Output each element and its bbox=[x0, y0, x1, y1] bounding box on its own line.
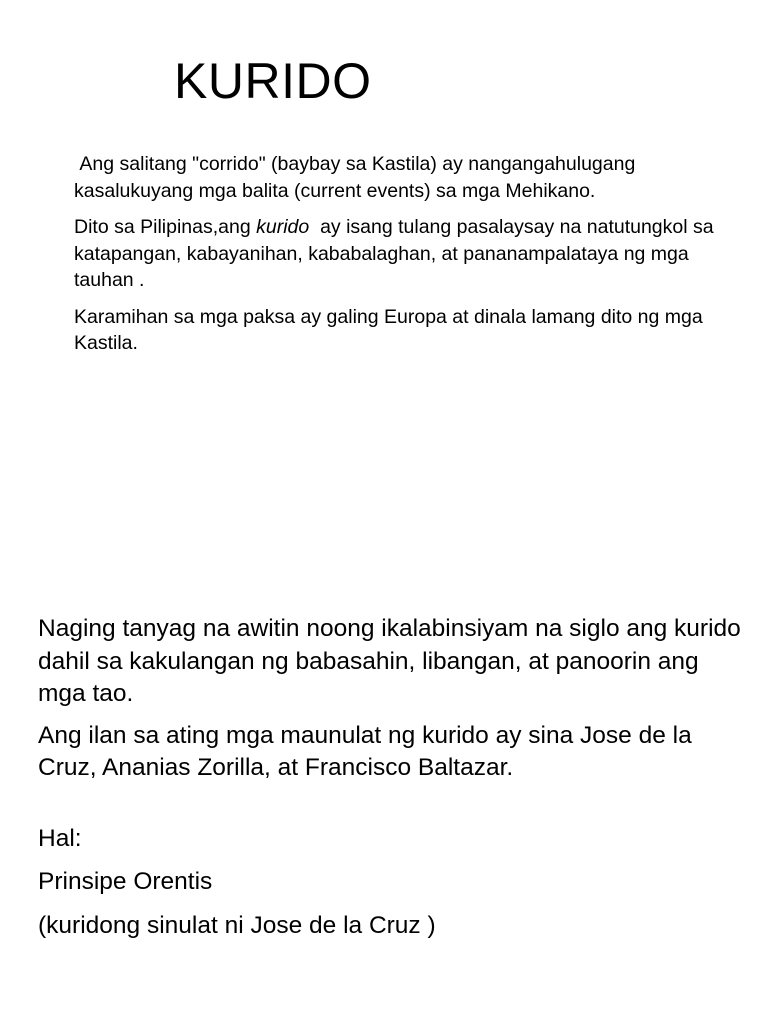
paragraph-popularity: Naging tanyag na awitin noong ikalabinsiyam na siglo ang kurido dahil sa kakulangan ng babasahin, libangan, at panoorin ang mga tao. bbox=[38, 615, 741, 707]
example-note: (kuridong sinulat ni Jose de la Cruz ) bbox=[38, 911, 436, 939]
paragraph-authors: Ang ilan sa ating mga maunulat ng kurido ay sina Jose de la Cruz, Ananias Zorilla, at Francisco Baltazar. bbox=[38, 721, 692, 781]
paragraph-origin: Karamihan sa mga paksa ay galing Europa at dinala lamang dito ng mga Kastila. bbox=[74, 305, 703, 354]
definition-text-end: ay isang tulang pasalaysay na natutungkol sa katapangan, kabayanihan, kababalaghan, at pananampalataya ng mga tauhan . bbox=[74, 216, 720, 291]
kurido-italic-term: kurido bbox=[256, 216, 310, 238]
paragraph-corrido-meaning: Ang salitang "corrido" (baybay sa Kastila) ay nangangahulugang kasalukuyang mga balita (current events) sa mga Mehikano. bbox=[74, 153, 641, 202]
intro-section bbox=[74, 151, 734, 367]
slide-title: KURIDO bbox=[174, 53, 372, 109]
paragraph-kurido-definition bbox=[74, 214, 734, 294]
spacer bbox=[38, 794, 753, 823]
example-label: Hal: bbox=[38, 824, 82, 852]
example-title: Prinsipe Orentis bbox=[38, 868, 213, 895]
history-section bbox=[38, 613, 753, 953]
definition-text-start: Dito sa Pilipinas,ang bbox=[74, 216, 257, 238]
